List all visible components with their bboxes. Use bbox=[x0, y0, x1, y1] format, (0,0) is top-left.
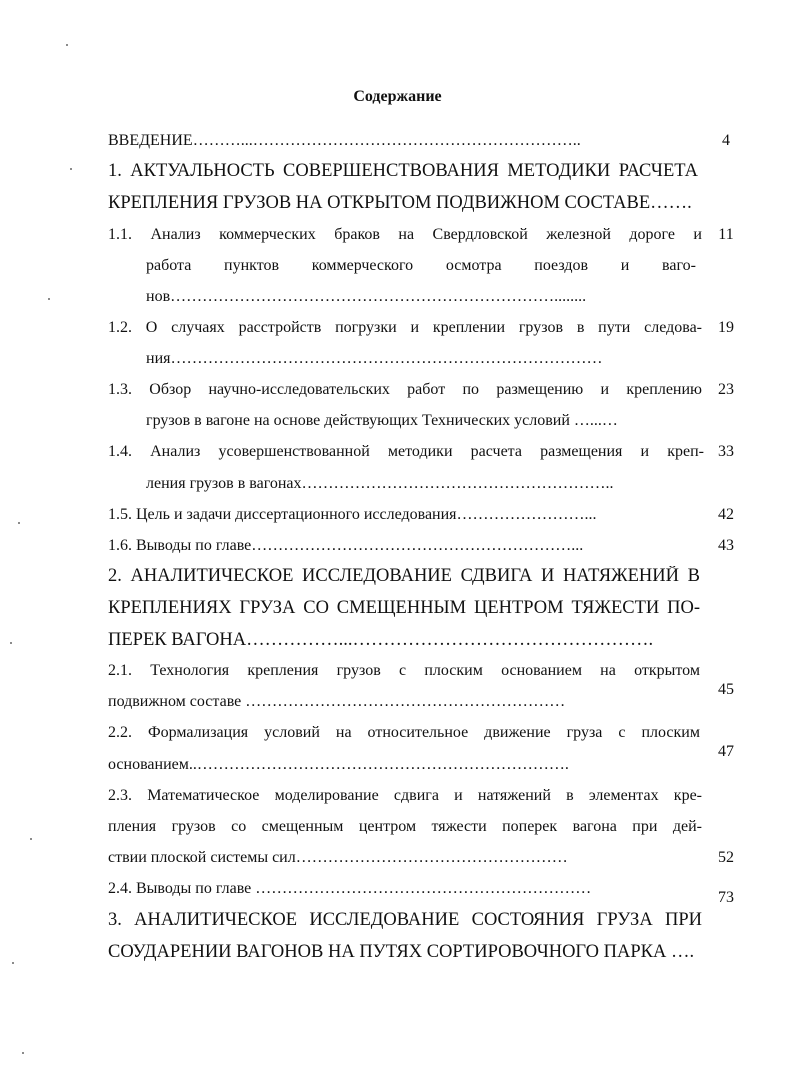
toc-chapter-2-line-3: ПЕРЕК ВАГОНА……………...…………………………………………. bbox=[108, 630, 654, 650]
scan-speck bbox=[30, 838, 32, 840]
scan-speck bbox=[66, 44, 68, 46]
toc-section-1-6: 1.6. Выводы по главе……………………………………………………... bbox=[108, 537, 584, 554]
toc-chapter-3-line-1: 3. АНАЛИТИЧЕСКОЕ ИССЛЕДОВАНИЕ СОСТОЯНИЯ ГРУЗА ПРИ bbox=[108, 910, 702, 930]
toc-section-2-3-line-2: пления грузов со смещенным центром тяжести поперек вагона при дей- bbox=[108, 818, 702, 835]
page-number-1-1: 11 bbox=[718, 226, 734, 243]
toc-chapter-1-line-1: 1. АКТУАЛЬНОСТЬ СОВЕРШЕНСТВОВАНИЯ МЕТОДИКИ РАСЧЕТА bbox=[108, 161, 698, 181]
scan-speck bbox=[48, 298, 50, 300]
toc-chapter-2-line-2: КРЕПЛЕНИЯХ ГРУЗА СО СМЕЩЕННЫМ ЦЕНТРОМ ТЯЖЕСТИ ПО- bbox=[108, 598, 700, 618]
toc-section-1-3-line-1: 1.3. Обзор научно-исследовательских работ по размещению и креплению bbox=[108, 381, 702, 398]
toc-section-1-2-line-1: 1.2. О случаях расстройств погрузки и креплении грузов в пути следова- bbox=[108, 319, 702, 336]
scan-speck bbox=[22, 1052, 24, 1054]
toc-section-1-4-line-2: ления грузов в вагонах………………………………………………….. bbox=[146, 475, 614, 492]
toc-chapter-1-line-2: КРЕПЛЕНИЯ ГРУЗОВ НА ОТКРЫТОМ ПОДВИЖНОМ СОСТАВЕ……. bbox=[108, 193, 692, 213]
toc-section-1-1-line-2: работа пунктов коммерческого осмотра поездов и ваго- bbox=[146, 257, 696, 274]
page-number-intro: 4 bbox=[722, 132, 730, 149]
toc-section-1-4-line-1: 1.4. Анализ усовершенствованной методики расчета размещения и креп- bbox=[108, 443, 704, 460]
page-title: Содержание bbox=[353, 88, 442, 105]
toc-section-2-1-line-1: 2.1. Технология крепления грузов с плоским основанием на открытом bbox=[108, 662, 700, 679]
toc-section-2-1-line-2: подвижном составе …………………………………………………… bbox=[108, 693, 566, 710]
toc-section-2-2-line-2: основанием..……………………………………………………………. bbox=[108, 756, 569, 773]
toc-section-1-1-line-3: нов………………………………………………………………........ bbox=[146, 288, 587, 305]
toc-section-1-3-line-2: грузов в вагоне на основе действующих Технических условий …...… bbox=[146, 412, 618, 429]
toc-section-1-5: 1.5. Цель и задачи диссертационного исследования……………………... bbox=[108, 506, 597, 523]
scan-speck bbox=[12, 962, 14, 964]
page-number-2-3: 52 bbox=[718, 849, 734, 866]
page-number-2-4: 73 bbox=[718, 889, 734, 906]
toc-chapter-3-line-2: СОУДАРЕНИИ ВАГОНОВ НА ПУТЯХ СОРТИРОВОЧНОГО ПАРКА …. bbox=[108, 942, 695, 962]
page-number-2-2: 47 bbox=[718, 743, 734, 760]
page-number-1-3: 23 bbox=[718, 381, 734, 398]
toc-section-2-3-line-3: ствии плоской системы сил…………………………………………… bbox=[108, 849, 568, 866]
toc-section-1-2-line-2: ния……………………………………………………………………… bbox=[146, 350, 603, 367]
toc-section-2-4: 2.4. Выводы по главе ……………………………………………………… bbox=[108, 880, 592, 897]
toc-chapter-2-line-1: 2. АНАЛИТИЧЕСКОЕ ИССЛЕДОВАНИЕ СДВИГА И НАТЯЖЕНИЙ В bbox=[108, 566, 700, 586]
toc-entry-intro: ВВЕДЕНИЕ………...…………………………………………………….. bbox=[108, 132, 581, 149]
toc-section-2-3-line-1: 2.3. Математическое моделирование сдвига и натяжений в элементах кре- bbox=[108, 787, 702, 804]
page-number-1-4: 33 bbox=[718, 443, 734, 460]
page-number-2-1: 45 bbox=[718, 681, 734, 698]
scan-speck bbox=[18, 522, 20, 524]
toc-section-2-2-line-1: 2.2. Формализация условий на относительное движение груза с плоским bbox=[108, 724, 700, 741]
toc-section-1-1-line-1: 1.1. Анализ коммерческих браков на Свердловской железной дороге и bbox=[108, 226, 702, 243]
scan-speck bbox=[70, 168, 72, 170]
page-number-1-2: 19 bbox=[718, 319, 734, 336]
scan-speck bbox=[10, 642, 12, 644]
page-number-1-6: 43 bbox=[718, 537, 734, 554]
page-number-1-5: 42 bbox=[718, 506, 734, 523]
